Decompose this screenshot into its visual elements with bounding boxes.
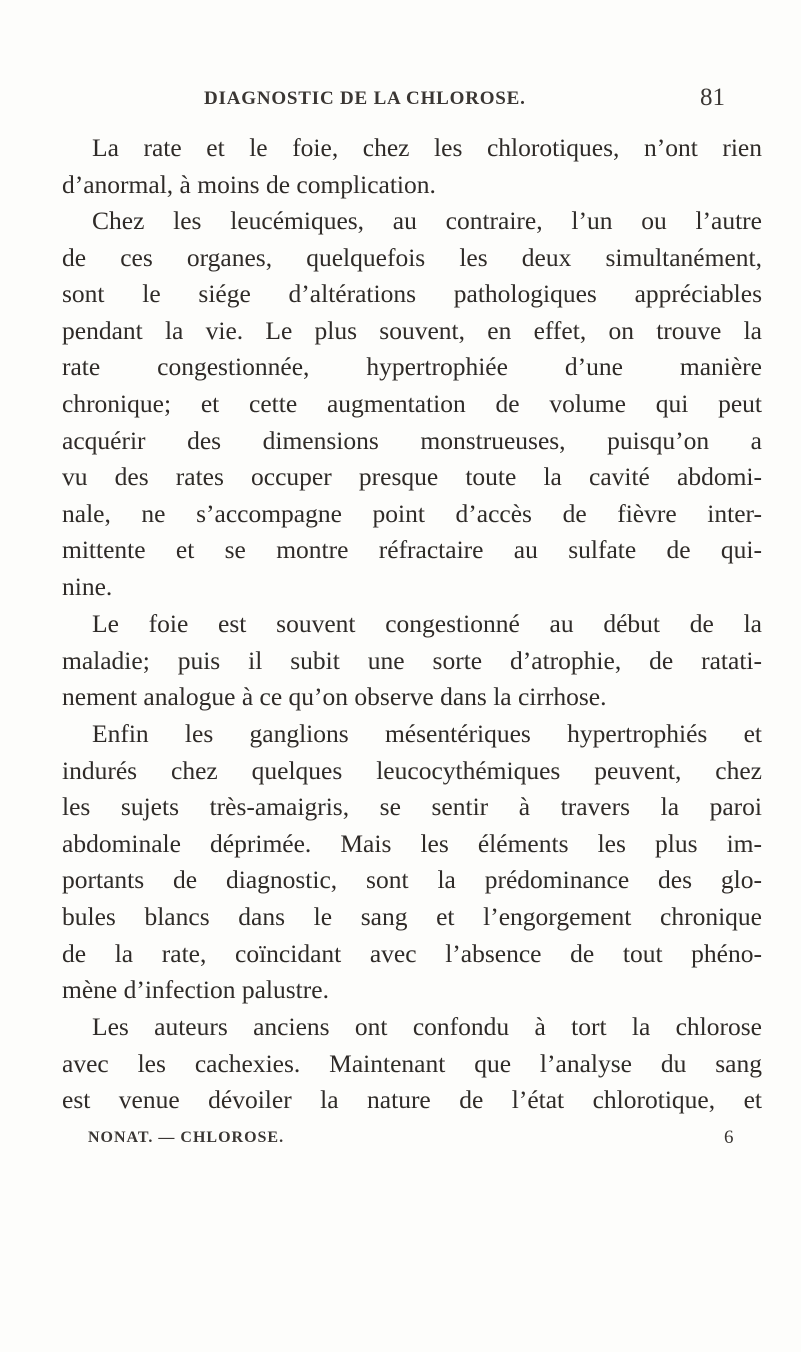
text-line: portants de diagnostic, sont la prédominance des glo- [62, 865, 762, 895]
text-line: pendant la vie. Le plus souvent, en effet, on trouve la [62, 315, 762, 345]
running-head [0, 84, 801, 116]
text-line: maladie; puis il subit une sorte d’atrophie, de ratati- [62, 645, 762, 675]
text-line: Les auteurs anciens ont confondu à tort la chlorose [92, 1012, 762, 1041]
sheet-number: 6 [724, 1127, 734, 1148]
text-line: nine. [62, 571, 113, 601]
text-line: vu des rates occuper presque toute la cavité abdomi- [62, 462, 762, 492]
text-line: Enfin les ganglions mésentériques hypertrophiés et [92, 719, 762, 748]
text-line: de la rate, coïncidant avec l’absence de tout phéno- [62, 938, 762, 968]
paragraph-2 [62, 203, 762, 606]
signature-footer [88, 1129, 768, 1155]
text-line: Chez les leucémiques, au contraire, l’un ou l’autre [92, 206, 762, 235]
text-line: acquérir des dimensions monstrueuses, puisqu’on a [62, 425, 762, 455]
paragraph-1 [62, 130, 762, 203]
paragraph-5 [62, 1009, 762, 1119]
text-line: sont le siége d’altérations pathologiques appréciables [62, 279, 762, 309]
signature-mark: NONAT. — CHLOROSE. [88, 1129, 285, 1146]
text-line: bules blancs dans le sang et l’engorgement chronique [62, 901, 762, 931]
paragraph-4 [62, 716, 762, 1009]
text-line: est venue dévoiler la nature de l’état chlorotique, et [62, 1085, 762, 1115]
text-line: rate congestionnée, hypertrophiée d’une manière [62, 352, 762, 382]
text-line: nement analogue à ce qu’on observe dans la cirrhose. [62, 682, 607, 712]
page-number: 81 [700, 84, 725, 111]
text-line: La rate et le foie, chez les chlorotiques, n’ont rien [92, 133, 762, 162]
text-line: nale, ne s’accompagne point d’accès de fièvre inter- [62, 498, 762, 528]
text-line: les sujets très-amaigris, se sentir à travers la paroi [62, 792, 762, 822]
text-line: avec les cachexies. Maintenant que l’analyse du sang [62, 1048, 762, 1078]
text-line: de ces organes, quelquefois les deux simultanément, [62, 242, 762, 272]
text-line: chronique; et cette augmentation de volume qui peut [62, 388, 762, 418]
text-line: abdominale déprimée. Mais les éléments les plus im- [62, 828, 762, 858]
text-line: mène d’infection palustre. [62, 975, 329, 1005]
text-line: d’anormal, à moins de complication. [62, 169, 436, 199]
running-title: DIAGNOSTIC DE LA CHLOROSE. [204, 88, 526, 109]
text-line: Le foie est souvent congestionné au début de la [92, 609, 762, 638]
paragraph-3 [62, 606, 762, 716]
text-line: mittente et se montre réfractaire au sulfate de qui- [62, 535, 762, 565]
text-line: indurés chez quelques leucocythémiques peuvent, chez [62, 755, 762, 785]
